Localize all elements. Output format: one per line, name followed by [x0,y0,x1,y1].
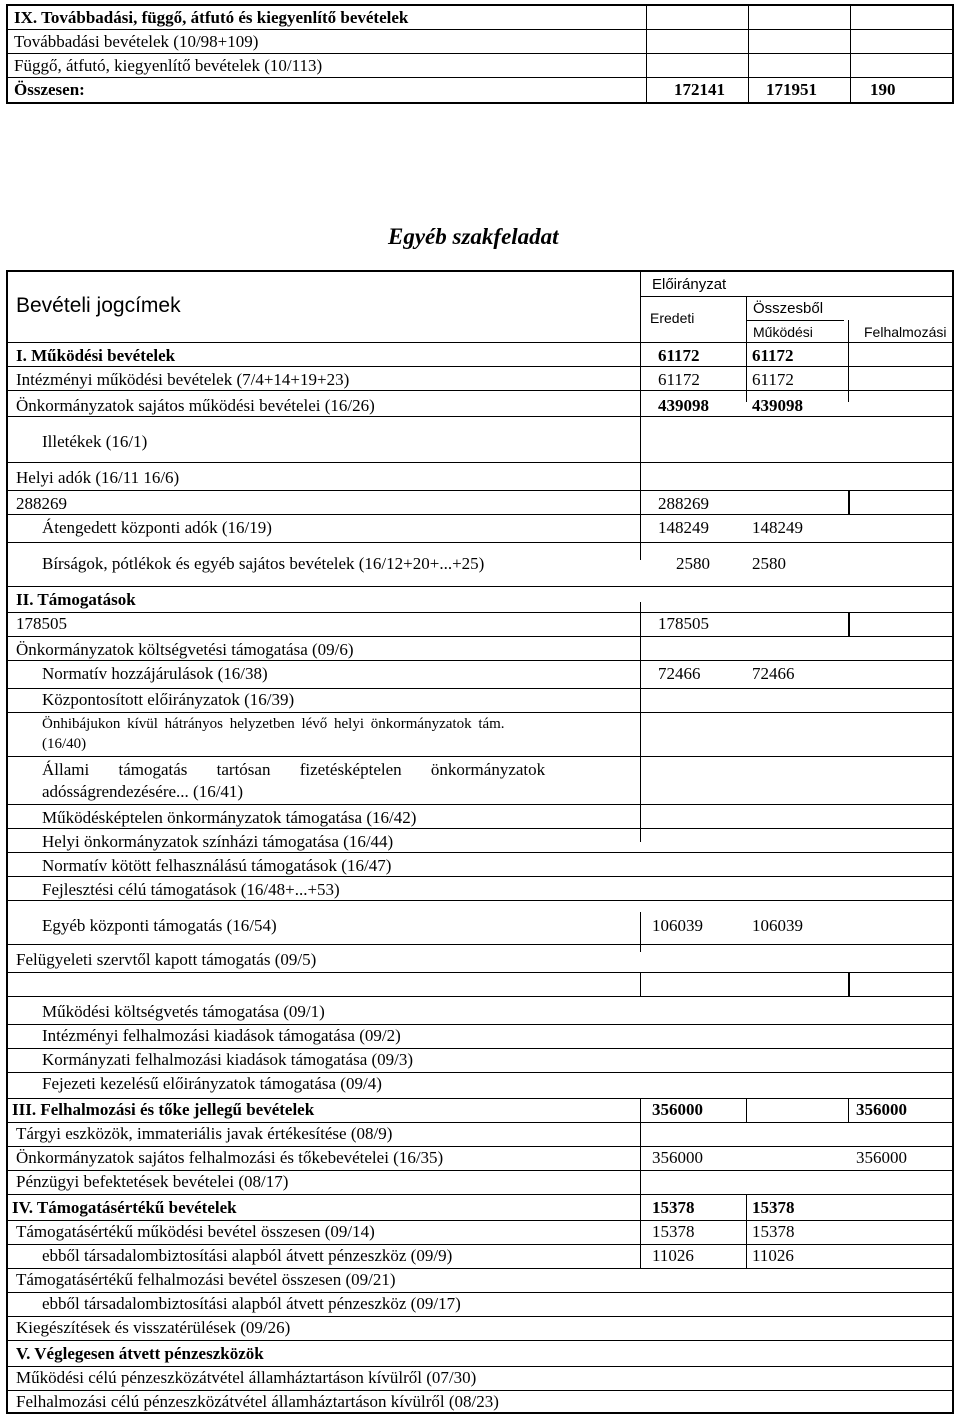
row-label: Illetékek (16/1) [42,432,148,451]
header-bevételi: Bevételi jogcímek [16,294,181,317]
value-cell: 61172 [658,370,700,389]
row-rule [8,1146,952,1147]
row-label: IX. Továbbadási, függő, átfutó és kiegyenlítő bevételek [14,8,409,27]
table-row [8,54,952,78]
row-rule [8,660,952,661]
row-label: Tárgyi eszközök, immateriális javak értékesítése (08/9) [16,1124,393,1143]
row-rule [8,636,952,637]
row-rule [8,756,952,757]
row-label: Támogatásértékű működési bevétel összesen (09/14) [16,1222,375,1241]
column-divider [848,972,850,996]
row-label: Intézményi felhalmozási kiadások támogatása (09/2) [42,1026,401,1045]
value-cell: 172141 [674,80,725,99]
row-label: Támogatásértékű felhalmozási bevétel összesen (09/21) [16,1270,396,1289]
header-felhalmozasi: Felhalmozási [864,324,947,340]
row-rule [8,1366,952,1367]
table-row [8,30,952,54]
row-rule [8,1220,952,1221]
row-rule [8,612,952,613]
row-label: IV. Támogatásértékű bevételek [12,1198,237,1217]
value-cell: 15378 [752,1198,795,1217]
top-table [6,4,954,104]
row-label: Helyi önkormányzatok színházi támogatása (16/44) [42,832,394,851]
header-osszesbol: Összesből [753,300,824,317]
row-label: Intézményi működési bevételek (7/4+14+19+23) [16,370,350,389]
header-eredeti: Eredeti [650,310,695,326]
value-cell: 356000 [856,1100,907,1119]
column-divider [640,912,641,952]
row-label: Pénzügyi befektetések bevételei (08/17) [16,1172,289,1191]
row-rule [8,900,952,901]
row-rule [8,542,952,543]
row-label: Átengedett központi adók (16/19) [42,518,272,537]
row-rule [8,1170,952,1171]
row-rule [8,1194,952,1195]
column-divider [848,320,849,342]
row-label: II. Támogatások [16,590,136,609]
value-cell: 106039 [752,916,803,935]
row-rule [8,804,952,805]
column-divider [746,1098,747,1122]
row-label: Működésképtelen önkormányzatok támogatása (16/42) [42,808,417,827]
value-cell: 72466 [658,664,701,683]
column-divider [640,972,641,996]
row-rule [8,1244,952,1245]
row-rule [8,1072,952,1073]
divider [640,296,952,297]
row-rule [8,1340,952,1341]
header-eloiranyzat: Előirányzat [652,276,727,293]
row-label: Helyi adók (16/11 16/6) [16,468,180,487]
row-label: Kormányzati felhalmozási kiadások támogatása (09/3) [42,1050,414,1069]
value-cell: 356000 [652,1100,703,1119]
value-cell: 356000 [856,1148,907,1167]
value-cell: 2580 [752,554,786,573]
row-rule [8,972,952,973]
row-rule [8,1316,952,1317]
row-label: Fejezeti kezelésű előirányzatok támogatása (09/4) [42,1074,382,1093]
value-cell: 61172 [752,370,794,389]
value-cell: 106039 [652,916,703,935]
row-rule [8,1292,952,1293]
table-row [8,6,952,30]
value-cell: 148249 [752,518,803,537]
row-rule [8,828,952,829]
column-divider [640,342,641,402]
row-label: Normatív kötött felhasználású támogatások (16/47) [42,856,392,875]
column-divider [746,1194,747,1268]
value-cell: 171951 [766,80,817,99]
row-label: Függő, átfutó, kiegyenlítő bevételek (10/113) [14,56,323,75]
header-mukodesi: Működési [753,324,813,340]
row-rule [8,712,952,713]
value-cell: 15378 [652,1198,695,1217]
row-label: (16/40) [42,736,87,752]
value-cell: 72466 [752,664,795,683]
row-rule [8,1024,952,1025]
row-rule [8,1390,952,1391]
row-label: Felügyeleti szervtől kapott támogatás (09/5) [16,950,317,969]
row-rule [8,944,952,945]
main-table [6,270,954,1414]
value-cell: 15378 [652,1222,695,1241]
row-label: 178505 [16,614,67,633]
value-cell: 178505 [658,614,709,633]
column-divider [640,402,641,462]
value-cell: 439098 [752,396,803,415]
row-rule [8,342,952,343]
row-label: Önhibájukon kívül hátrányos helyzetben lévő helyi önkormányzatok tám. [42,716,505,732]
row-rule [8,1098,952,1099]
divider [746,320,844,321]
value-cell: 15378 [752,1222,795,1241]
column-divider [848,490,850,514]
row-label: III. Felhalmozási és tőke jellegű bevételek [12,1100,315,1119]
row-label: adósságrendezésére... (16/41) [42,782,244,801]
column-divider [848,1098,849,1122]
row-rule [8,490,952,491]
row-label: Önkormányzatok sajátos működési bevételei (16/26) [16,396,375,415]
column-divider [640,272,641,342]
row-label: ebből társadalombiztosítási alapból átvett pénzeszköz (09/17) [42,1294,461,1313]
row-label: Központosított előirányzatok (16/39) [42,690,295,709]
value-cell: 61172 [658,346,700,365]
row-rule [8,876,952,877]
table-row [8,78,952,102]
value-cell: 2580 [676,554,710,573]
row-rule [8,390,952,391]
row-label: 288269 [16,494,67,513]
row-label: Működési költségvetés támogatása (09/1) [42,1002,325,1021]
column-divider [640,462,641,560]
row-rule [8,996,952,997]
row-rule [8,462,952,463]
row-rule [8,1048,952,1049]
section-title-text: Egyéb szakfeladat [388,224,559,249]
row-rule [8,416,952,417]
column-divider [640,1098,641,1268]
row-label: Összesen: [14,80,85,99]
row-label: ebből társadalombiztosítási alapból átvett pénzeszköz (09/9) [42,1246,453,1265]
row-label: V. Véglegesen átvett pénzeszközök [16,1344,264,1363]
value-cell: 356000 [652,1148,703,1167]
row-rule [8,514,952,515]
value-cell: 11026 [652,1246,694,1265]
value-cell: 148249 [658,518,709,537]
row-rule [8,1122,952,1123]
row-rule [8,366,952,367]
row-rule [8,852,952,853]
value-cell: 11026 [752,1246,794,1265]
row-label: Működési célú pénzeszközátvétel államháztartáson kívülről (07/30) [16,1368,477,1387]
row-label: Továbbadási bevételek (10/98+109) [14,32,259,51]
row-rule [8,586,952,587]
column-divider [848,342,849,402]
value-cell: 288269 [658,494,709,513]
row-label: Kiegészítések és visszatérülések (09/26) [16,1318,291,1337]
row-label: Felhalmozási célú pénzeszközátvétel államháztartáson kívülről (08/23) [16,1392,499,1411]
row-label: Bírságok, pótlékok és egyéb sajátos bevételek (16/12+20+...+25) [42,554,485,573]
column-divider [746,296,747,342]
row-label: Önkormányzatok sajátos felhalmozási és tőkebevételei (16/35) [16,1148,444,1167]
row-label: Normatív hozzájárulások (16/38) [42,664,268,683]
column-divider [640,602,641,842]
column-divider [848,612,850,636]
value-cell: 439098 [658,396,709,415]
row-label: Állami támogatás tartósan fizetésképtelen önkormányzatok [42,760,546,779]
value-cell: 190 [870,80,896,99]
row-label: I. Működési bevételek [16,346,176,365]
row-label: Önkormányzatok költségvetési támogatása (09/6) [16,640,354,659]
row-rule [8,1268,952,1269]
row-label: Egyéb központi támogatás (16/54) [42,916,277,935]
row-label: Fejlesztési célú támogatások (16/48+...+53) [42,880,340,899]
row-rule [8,688,952,689]
value-cell: 61172 [752,346,794,365]
column-divider [746,342,747,402]
